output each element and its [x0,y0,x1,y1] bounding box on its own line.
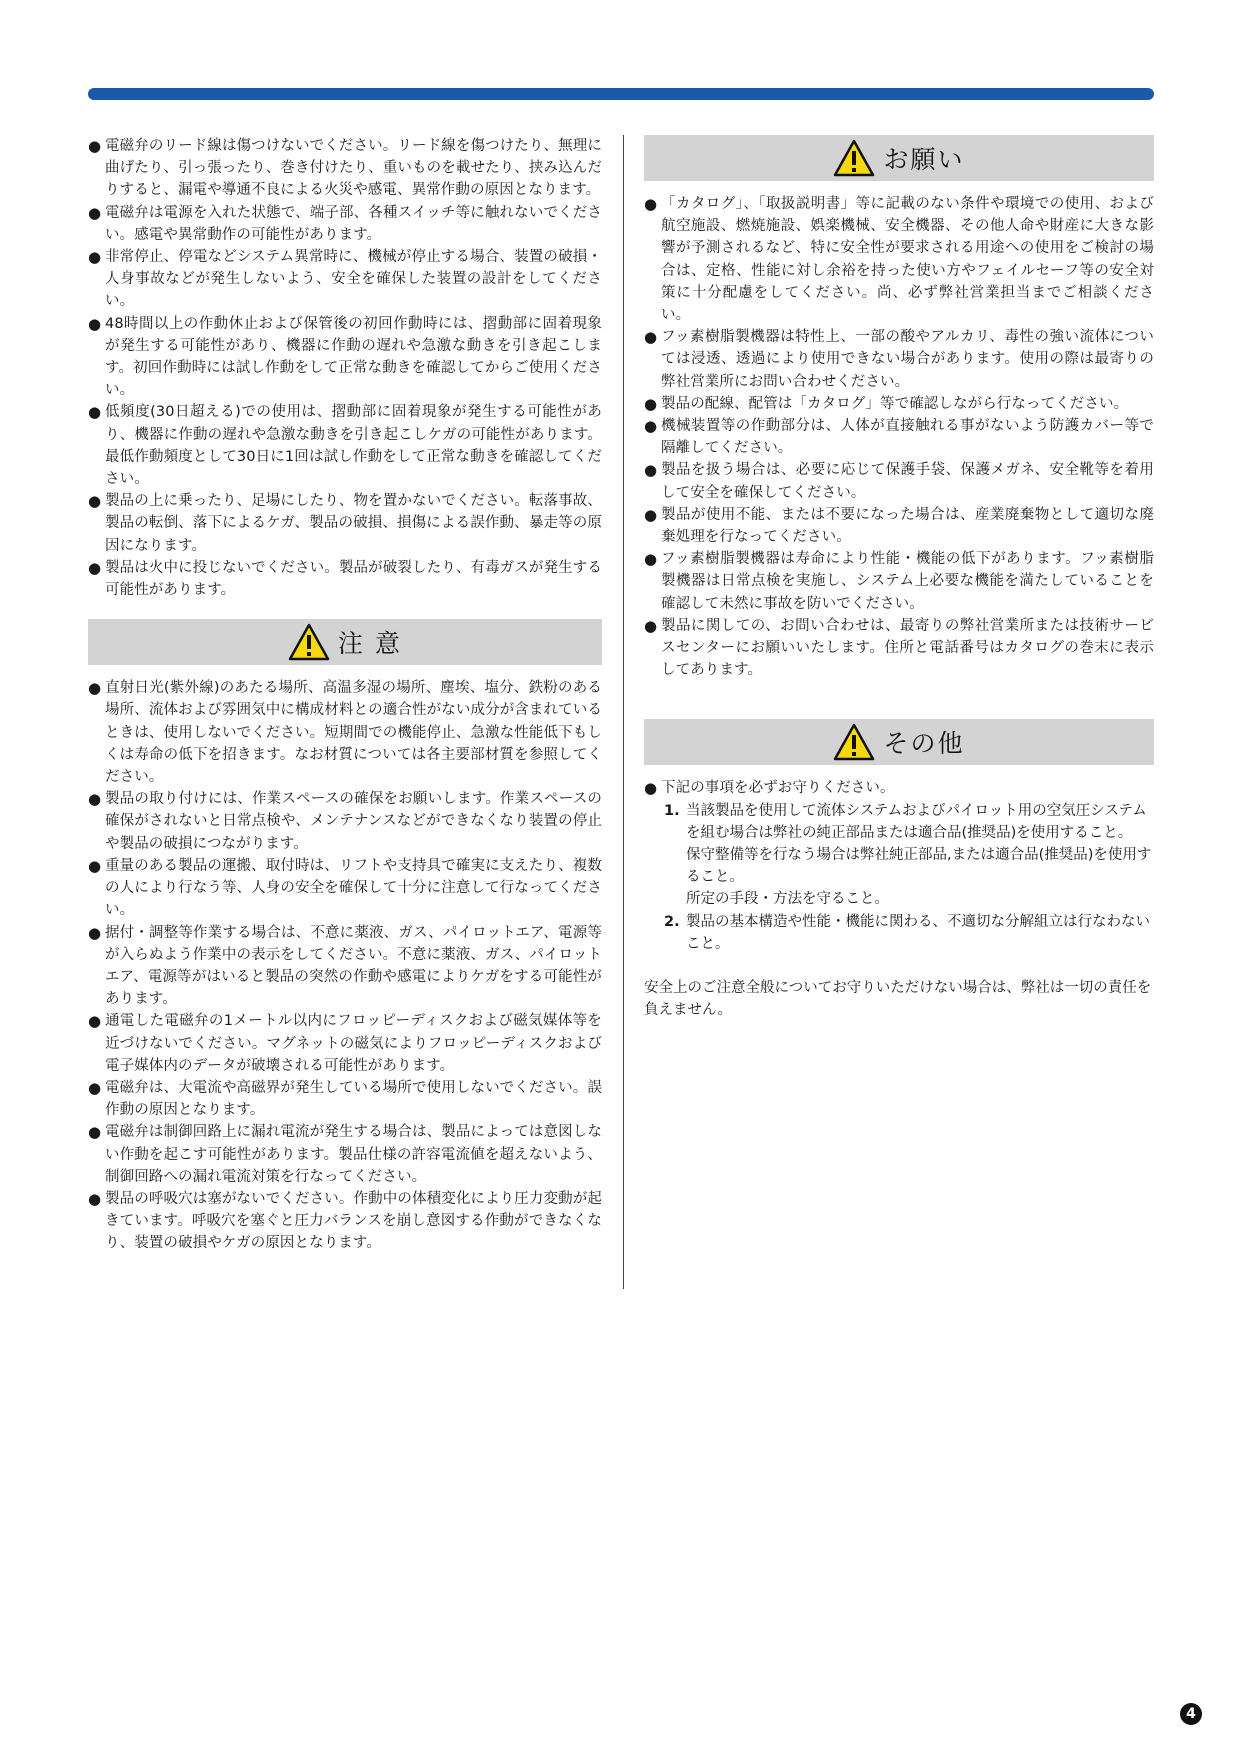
other-section-header [644,719,1154,765]
column-divider [623,135,624,1289]
list-item: ● 製品を扱う場合は、必要に応じて保護手袋、保護メガネ、安全靴等を着用して安全を確保してください。 [644,461,1154,501]
list-item: ● 電磁弁は電源を入れた状態で、端子部、各種スイッチ等に触れないでください。感電や異常動作の可能性があります。 [88,203,602,243]
other-title: その他 [883,729,965,759]
page-number: 4 [1180,1703,1202,1725]
list-item: ● 据付・調整等作業する場合は、不意に薬液、ガス、パイロットエア、電源等が入らぬよう作業中の表示をしてください。不意に薬液、ガス、パイロットエア、電源等がはいると製品の突然の作動や感電によりケガをする可能性があります。 [88,923,602,1008]
request-section-header [644,135,1154,181]
numbered-item-2: 2. 製品の基本構造や性能・機能に関わる、不適切な分解組立は行なわないこと。 [664,913,1150,952]
warning-triangle-icon [833,139,875,177]
list-item: ● 機械装置等の作動部分は、人体が直接触れる事がないよう防護カバー等で隔離してください。 [644,417,1154,457]
list-item: ● 直射日光(紫外線)のあたる場所、高温多湿の場所、塵埃、塩分、鉄粉のある場所、流体および雰囲気中に構成材料との適合性がない成分が含まれているときは、使用しないでください。短期間での機能停止、急激な性能低下もしくは寿命の低下を招きます。なお材質については各主要部材質を参照してください。 [88,679,602,786]
precaution-list-top [88,135,602,601]
list-item: ● 48時間以上の作動休止および保管後の初回作動時には、摺動部に固着現象が発生する可能性があり、機器に作動の遅れや急激な動きを引き起こします。初回作動時には試し作動をして正常な動きを確認してからご使用ください。 [88,314,602,399]
list-item: ● 製品が使用不能、または不要になった場合は、産業廃棄物として適切な廃棄処理を行なってください。 [644,505,1154,546]
list-item: ● 「カタログ」、「取扱説明書」等に記載のない条件や環境での使用、および航空施設、燃焼施設、娯楽機械、安全機器、その他人命や財産に大きな影響が予測されるなど、特に安全性が要求される用途への使用をご検討の場合は、定格、性能に対し余裕を持った使い方やフェイルセーフ等の安全対策に十分配慮をしてください。尚、必ず弊社営業担当までご相談ください。 [644,195,1154,324]
list-item: ● フッ素樹脂製機器は寿命により性能・機能の低下があります。フッ素樹脂製機器は日常点検を実施し、システム上必要な機能を満たしていることを確認して未然に事故を防いでください。 [644,550,1154,612]
list-item: ● 製品は火中に投じないでください。製品が破裂したり、有毒ガスが発生する可能性があります。 [88,558,602,599]
list-item: ● 製品の上に乗ったり、足場にしたり、物を置かないでください。転落事故、製品の転倒、落下によるケガ、製品の破損、損傷による誤作動、暴走等の原因になります。 [88,492,602,554]
numbered-item-1-sub: 所定の手段・方法を守ること。 [686,891,889,908]
list-item: ● フッ素樹脂製機器は特性上、一部の酸やアルカリ、毒性の強い流体については浸透、透過により使用できない場合があります。使用の際は最寄りの弊社営業所にお問い合わせください。 [644,328,1154,390]
list-item: ● 非常停止、停電などシステム異常時に、機械が停止する場合、装置の破損・人身事故などが発生しないよう、安全を確保した装置の設計をしてください。 [88,248,602,310]
left-column [88,135,602,1255]
top-accent-bar [88,88,1154,100]
right-column [644,135,1154,1022]
other-intro: ● 下記の事項を必ずお守りください。 [644,779,895,798]
numbered-item-1-sub: 保守整備等を行なう場合は弊社純正部品,または適合品(推奨品)を使用すること。 [686,847,1152,886]
list-item: ● 電磁弁は制御回路上に漏れ電流が発生する場合は、製品によっては意図しない作動を起こす可能性があります。製品仕様の許容電流値を超えないよう、制御回路への漏れ電流対策を行なってください。 [88,1123,602,1185]
caution-list [88,677,602,1254]
caution-title: 注 意 [338,629,402,659]
numbered-item-1: 1. 当該製品を使用して流体システムおよびパイロット用の空気圧システムを組む場合は弊社の純正部品または適合品(推奨品)を使用すること。 [664,802,1147,841]
request-title: お願い [883,145,965,174]
list-item: ● 電磁弁は、大電流や高磁界が発生している場所で使用しないでください。誤作動の原因となります。 [88,1078,602,1119]
warning-triangle-icon [833,723,875,761]
list-item: ● 製品の取り付けには、作業スペースの確保をお願いします。作業スペースの確保がされないと日常点検や、メンテナンスなどができなくなり装置の停止や製品の破損につながります。 [88,790,602,852]
closing-statement: 安全上のご注意全般についてお守りいただけない場合は、弊社は一切の責任を負えません。 [644,980,1152,1019]
list-item: ● 電磁弁のリード線は傷つけないでください。リード線を傷つけたり、無理に曲げたり、引っ張ったり、巻き付けたり、重いものを載せたり、挟み込んだりすると、漏電や導通不良による火災や感電、異常作動の原因となります。 [88,137,602,199]
caution-section-header [88,619,602,665]
list-item: ● 製品の呼吸穴は塞がないでください。作動中の体積変化により圧力変動が起きています。呼吸穴を塞ぐと圧力バランスを崩し意図する作動ができなくなり、装置の破損やケガの原因となります。 [88,1189,602,1252]
request-list [644,193,1154,681]
list-item: ● 製品に関しての、お問い合わせは、最寄りの弊社営業所または技術サービスセンターにお願いいたします。住所と電話番号はカタログの巻末に表示してあります。 [644,616,1154,679]
warning-triangle-icon [288,623,330,661]
list-item: ● 低頻度(30日超える)での使用は、摺動部に固着現象が発生する可能性があり、機器に作動の遅れや急激な動きを引き起こしケガの可能性があります。最低作動頻度として30日に1回は試し作動をして正常な動きを確認してください。 [88,403,602,488]
list-item: ● 重量のある製品の運搬、取付時は、リフトや支持具で確実に支えたり、複数の人により行なう等、人身の安全を確保して十分に注意して行なってください。 [88,856,602,919]
list-item: ● 通電した電磁弁の1メートル以内にフロッピーディスクおよび磁気媒体等を近づけないでください。マグネットの磁気によりフロッピーディスクおよび電子媒体内のデータが破壊される可能性があります。 [88,1012,602,1074]
list-item: ● 製品の配線、配管は「カタログ」等で確認しながら行なってください。 [644,394,1129,413]
